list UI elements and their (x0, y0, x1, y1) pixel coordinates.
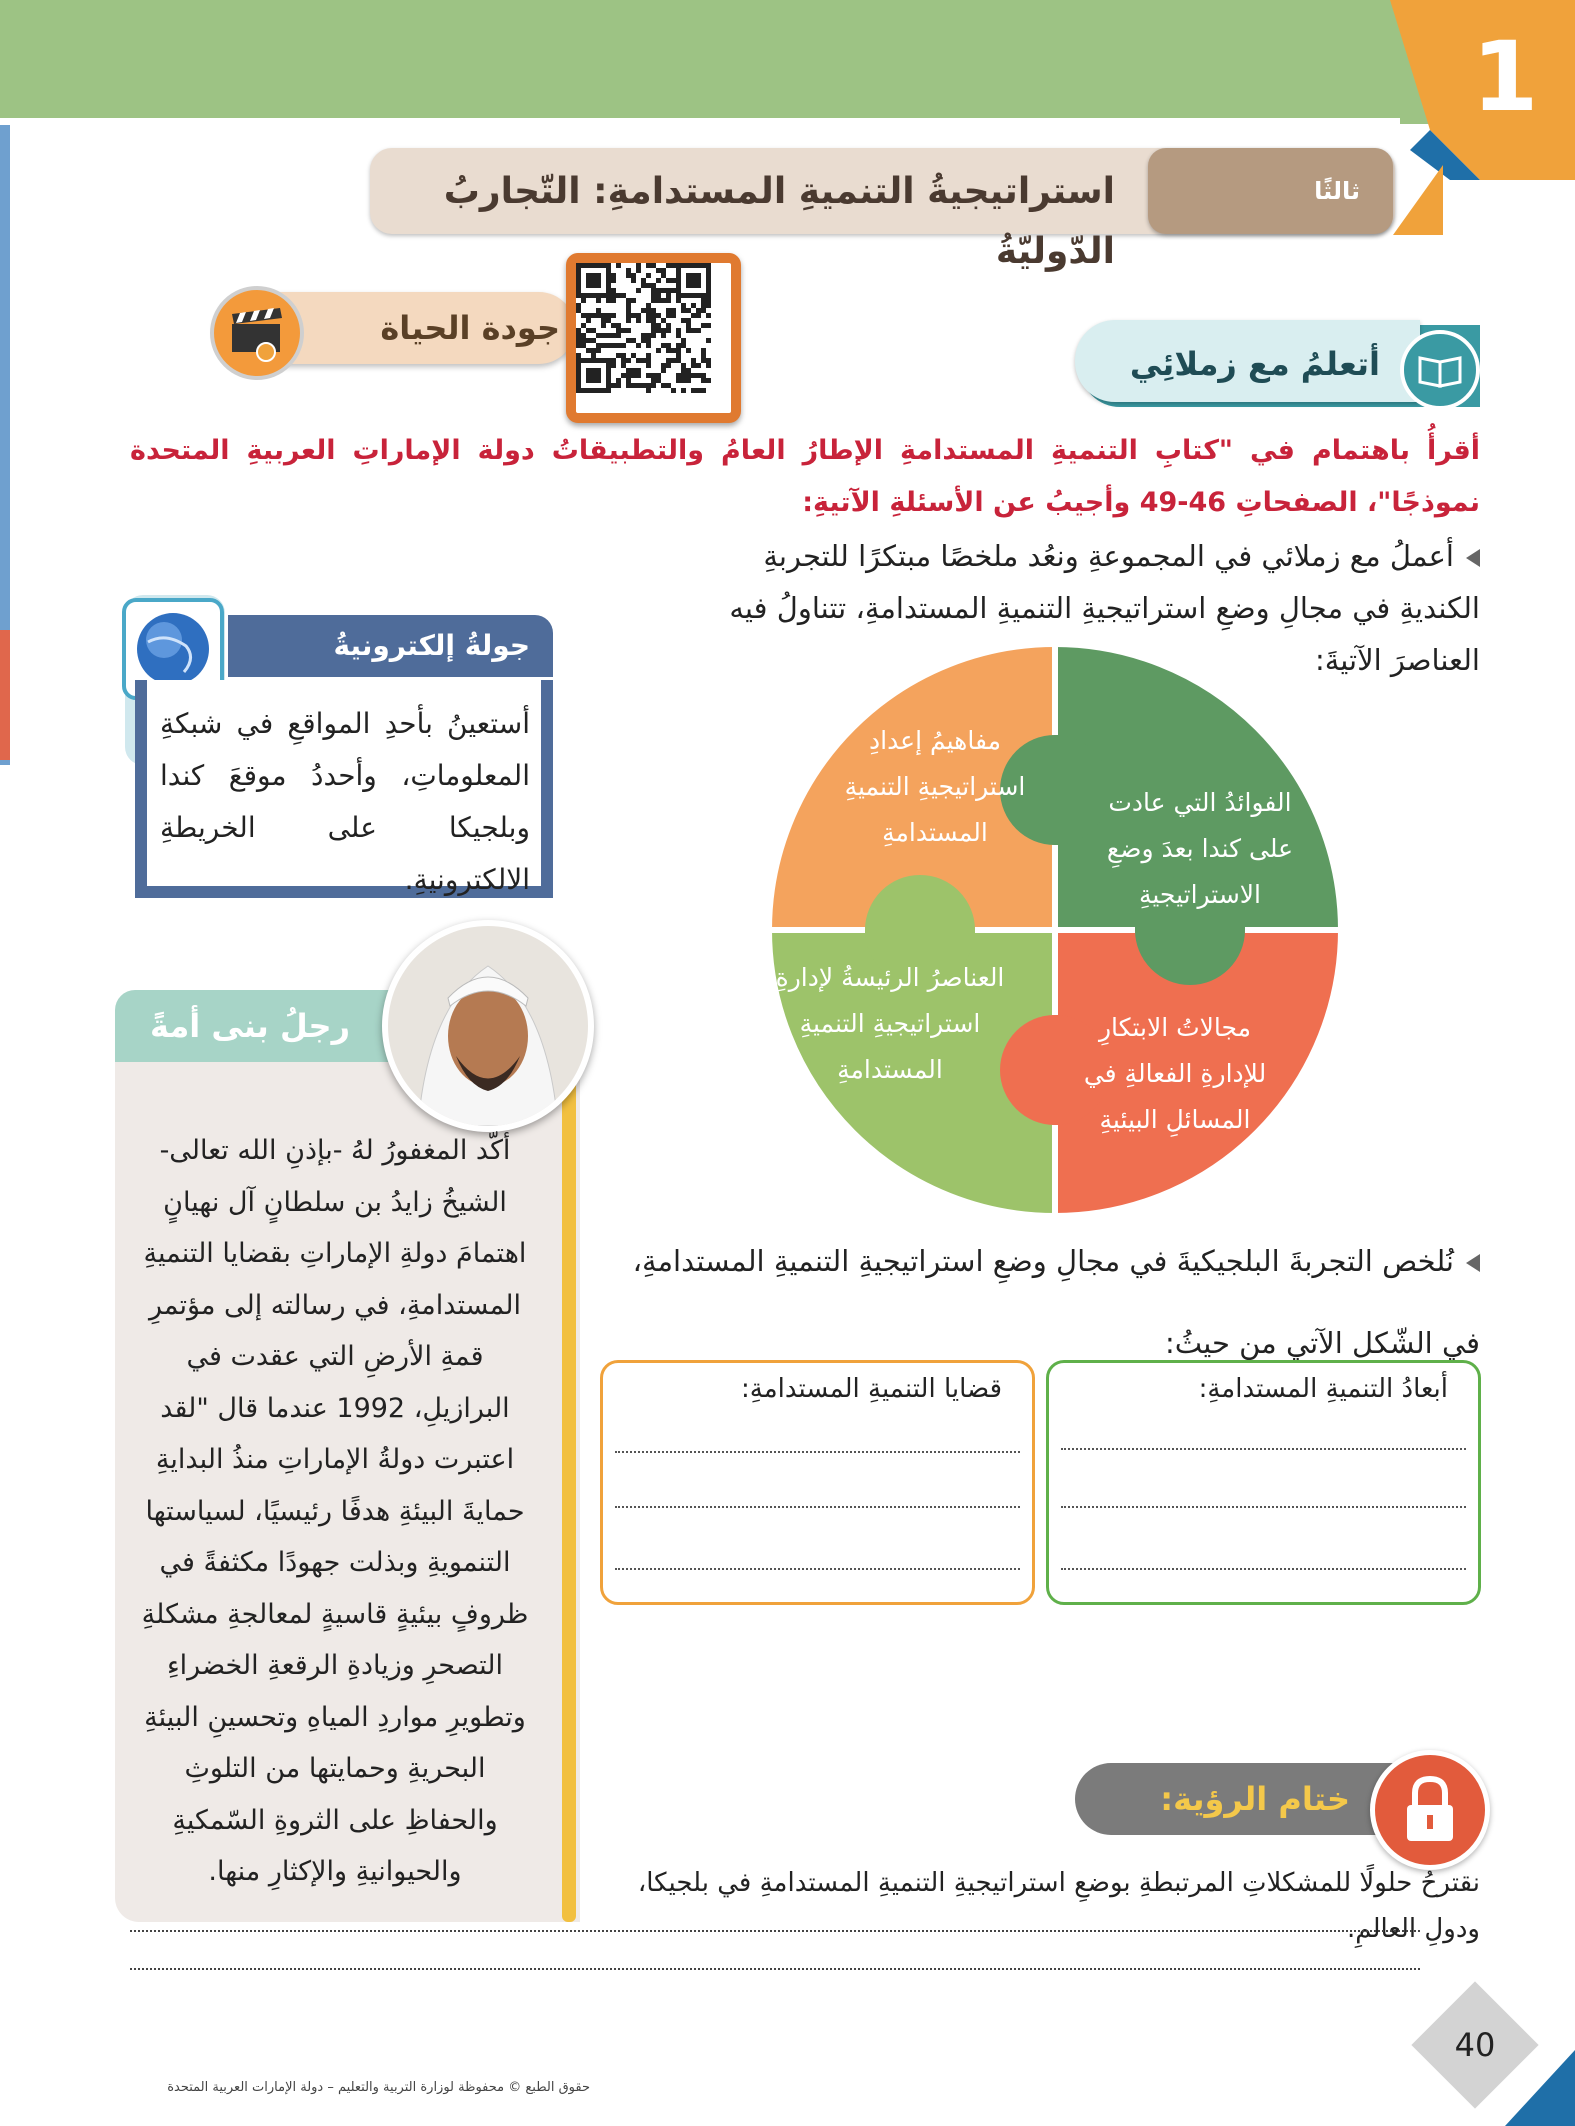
reading-instruction (130, 425, 1480, 529)
answer-line[interactable] (1061, 1568, 1466, 1570)
answer-line[interactable] (615, 1568, 1020, 1570)
page-number: 40 (1454, 2026, 1496, 2064)
task-belgium-text: نُلخص التجربةَ البلجيكيةَ في مجالِ وضعِ استراتيجيةِ التنميةِ المستدامةِ، في الشّكلِ الآتي من حيثُ: (632, 1244, 1480, 1360)
nation-text: أكّد المغفورُ لهُ -بإذنِ الله تعالى- الشيخُ زايدُ بن سلطانٍ آل نهيانٍ اهتمامَ دولةِ الإماراتِ بقضايا التنميةِ المستدامةِ، في رسالته إلى مؤتمرِ قمةِ الأرضِ التي عقدت في البرازيلِ، 1992 عندما قال "لقد اعتبرت دولةُ الإماراتِ منذُ البدايةِ حمايةَ البيئةِ هدفًا رئيسيًا، لسياستها التنمويةِ وبذلت جهودًا مكثفةً في ظروفٍ بيئيةٍ قاسيةٍ لمعالجةِ مشكلةِ التصحرِ وزيادةِ الرقعةِ الخضراءِ وتطويرِ مواردِ المياهِ وتحسينِ البيئةِ البحريةِ وحمايتها من التلوثِ والحفاظِ على الثروةِ السّمكيةِ والحيوانيةِ والإكثارِ منها. (141, 1135, 529, 1887)
puzzle-text-benefits: الفوائدُ التي عادت على كندا بعدَ وضعِ الاستراتيجيةِ (1106, 788, 1294, 909)
bullet-icon (1466, 1254, 1480, 1272)
answer-line[interactable] (615, 1451, 1020, 1453)
portrait-image (382, 920, 594, 1132)
qr-code-pattern (576, 263, 711, 393)
puzzle-text-innovation: مجالاتُ الابتكارِ للإدارةِ الفعالةِ في المسائلِ البيئيةِ (1083, 1013, 1267, 1134)
copyright-text: حقوق الطبع © محفوظة لوزارة التربية والتعليم – دولة الإمارات العربية المتحدة (167, 2080, 590, 2095)
issues-title: قضايا التنميةِ المستدامةِ: (741, 1374, 1002, 1404)
qr-code[interactable] (566, 253, 741, 423)
puzzle-text-elements: العناصرُ الرئيسةُ لإدارةِ استراتيجيةِ التنميةِ المستدامةِ (775, 963, 1005, 1084)
answer-line[interactable] (1061, 1506, 1466, 1508)
nation-accent-bar (562, 1012, 576, 1922)
book-icon (1400, 330, 1480, 410)
instruction-end: وأجيبُ عن الأسئلةِ الآتيةِ: (802, 487, 1131, 518)
answer-line[interactable] (130, 1930, 1420, 1932)
top-banner (0, 0, 1575, 124)
answer-line[interactable] (130, 1968, 1420, 1970)
vision-label: ختام الرؤية: (1160, 1780, 1350, 1818)
answer-line[interactable] (1061, 1448, 1466, 1450)
vision-text: نقترحُ حلولًا للمشكلاتِ المرتبطةِ بوضعِ استراتيجيةِ التنميةِ المستدامةِ في بلجيكا، ودولِ العالمِ. (637, 1868, 1480, 1944)
section-label: ثالثًا (1314, 177, 1360, 205)
page-title: استراتيجيةُ التنميةِ المستدامةِ: التّجاربُ الدّوليّةُ (443, 171, 1115, 272)
lock-icon (1370, 1750, 1490, 1870)
etour-text: أستعينُ بأحدِ المواقعِ في شبكةِ المعلوماتِ، وأحددُ موقعَ كندا وبلجيكا على الخريطةِ الالكترونيةِ. (160, 707, 530, 896)
etour-title: جولةُ إلكترونيةُ (333, 629, 530, 662)
dimensions-title: أبعادُ التنميةِ المستدامةِ: (1198, 1374, 1448, 1404)
title-accent (1393, 165, 1443, 235)
instruction-text: أقرأُ باهتمام في "كتابِ التنميةِ المستدامةِ الإطارُ العامُ والتطبيقاتُ دولة الإماراتِ العربيةِ المتحدة نموذجًا"، الصفحاتِ (130, 435, 1480, 518)
unit-number: 1 (1471, 21, 1539, 133)
learn-label: أتعلمُ مع زملائِي (1129, 345, 1380, 383)
clapperboard-icon[interactable] (210, 286, 304, 380)
video-label: جودة الحياة (380, 309, 560, 347)
banner-white-edge (0, 118, 1400, 130)
nation-title: رجلُ بنى أمةً (150, 1007, 350, 1045)
answer-line[interactable] (615, 1506, 1020, 1508)
edge-strip-red (0, 630, 10, 760)
bullet-icon (1466, 549, 1480, 567)
dimensions-box[interactable] (1046, 1360, 1481, 1605)
issues-box[interactable] (600, 1360, 1035, 1605)
footer-corner (1505, 2050, 1575, 2126)
puzzle-text-concepts: مفاهيمُ إعدادِ استراتيجيةِ التنميةِ المستدامةِ (844, 726, 1026, 847)
instruction-pages: 46-49 (1139, 487, 1227, 518)
task-canada-text: أعملُ مع زملائي في المجموعةِ ونعُد ملخصًا مبتكرًا للتجربةِ الكنديةِ في مجالِ وضعِ استراتيجيةِ التنميةِ المستدامةِ، تتناولُ فيه العناصرَ الآتيةَ: (729, 539, 1480, 677)
